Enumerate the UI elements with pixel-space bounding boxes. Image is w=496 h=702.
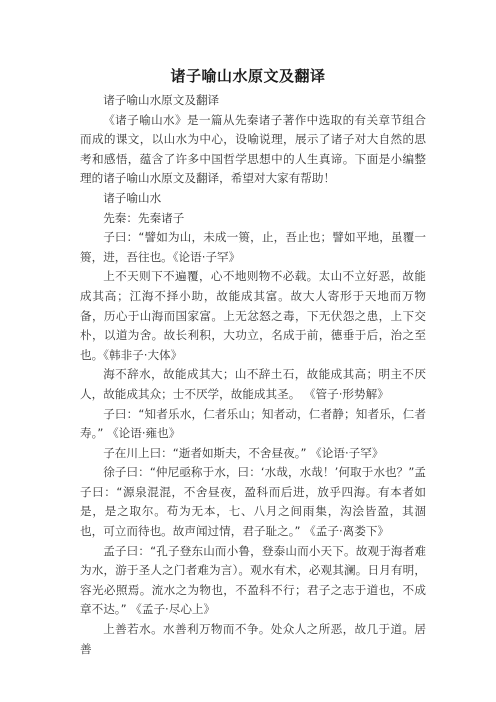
paragraph: 诸子喻山水 bbox=[103, 190, 162, 205]
paragraph: 诸子喻山水原文及翻译 bbox=[103, 93, 220, 107]
paragraph: 徐子曰：“仲尼亟称于水，曰：‘水哉，水哉！’何取于水也？”孟子曰：“源泉混混，不舍昼夜，盈科而后进，放乎四海。有本者如是，是之取尔。苟为无本，七、八月之间雨集，沟浍皆盈，其涸也，可立而待也。故声闻过情，君子耻之。” 《孟子·离娄下》 bbox=[80, 465, 426, 539]
article-body bbox=[80, 91, 426, 659]
page-title: 诸子喻山水原文及翻译 bbox=[170, 67, 326, 85]
paragraph: 子在川上曰：“逝者如斯夫，不舍昼夜。” 《论语·子罕》 bbox=[103, 445, 384, 460]
paragraph: 《诸子喻山水》是一篇从先秦诸子著作中选取的有关章节组合而成的课文，以山水为中心，设喻说理，展示了诸子对大自然的思考和感悟，蕴含了许多中国哲学思想中的人生真谛。下面是小编整理的诸子喻山水原文及翻译，希望对大家有帮助！ bbox=[80, 112, 426, 186]
paragraph: 子曰：“譬如为山，未成一篑，止，吾止也；譬如平地，虽覆一篑，进，吾往也。《论语·子罕》 bbox=[80, 230, 426, 264]
paragraph: 海不辞水，故能成其大；山不辞土石，故能成其高；明主不厌人，故能成其众；士不厌学，故能成其圣。 《管子·形势解》 bbox=[80, 367, 426, 401]
paragraph: 上不天则下不遍覆，心不地则物不必载。太山不立好恶，故能成其高；江海不择小助，故能成其富。故大人寄形于天地而万物备，历心于山海而国家富。上无忿怒之毒，下无伏怨之患，上下交朴，以道为舍。故长利积，大功立，名成于前，德垂于后，治之至也。《韩非子·大体》 bbox=[80, 269, 426, 362]
paragraph: 子曰：“知者乐水，仁者乐山；知者动，仁者静；知者乐，仁者寿。” 《论语·雍也》 bbox=[80, 406, 426, 441]
paragraph: 先秦：先秦诸子 bbox=[103, 210, 185, 225]
paragraph: 孟子曰：“孔子登东山而小鲁，登泰山而小天下。故观于海者难为水，游于圣人之门者难为言）。观水有术，必观其澜。日月有明，容光必照焉。流水之为物也，不盈科不行；君子之志于道也，不成章不达。” 《孟子·尽心上》 bbox=[80, 543, 426, 617]
paragraph: 上善若水。水善利万物而不争。处众人之所恶，故几于道。居善 bbox=[80, 622, 426, 656]
